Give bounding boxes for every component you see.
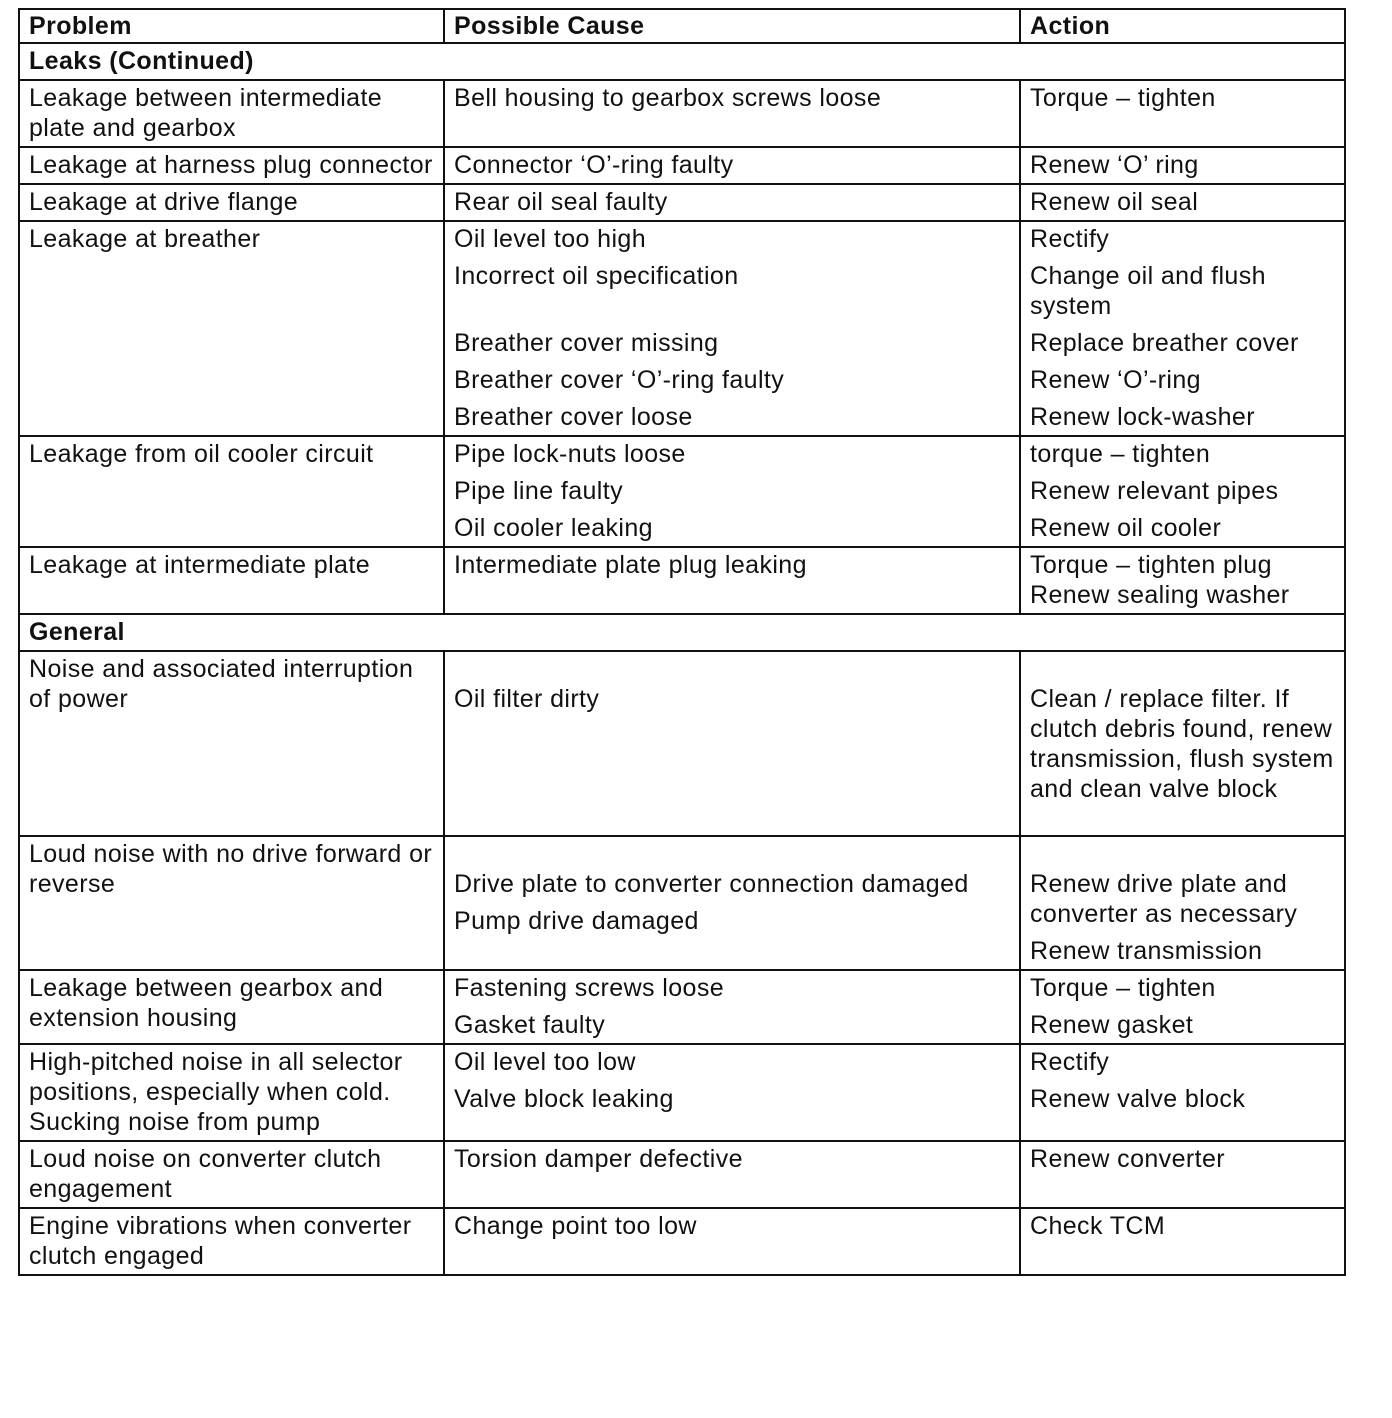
cause-text: Bell housing to gearbox screws loose: [454, 84, 882, 112]
action-cell: [1020, 184, 1345, 221]
action-text: Renew valve block: [1030, 1085, 1246, 1113]
section-title-leaks: Leaks (Continued): [19, 43, 1345, 80]
action-text: torque – tighten: [1030, 440, 1211, 468]
cause-cell: [444, 147, 1020, 184]
cause-text: Change point too low: [454, 1212, 697, 1240]
problem-header: Problem: [19, 9, 444, 43]
action-cell: [1020, 970, 1345, 1044]
table-row: [19, 221, 1345, 436]
action-text: Renew gasket: [1030, 1011, 1194, 1039]
action-text: Renew ‘O’ ring: [1030, 151, 1199, 179]
cause-text: Fastening screws loose: [454, 974, 725, 1002]
action-cell: [1020, 436, 1345, 547]
table-row: [19, 147, 1345, 184]
cause-text: Pump drive damaged: [454, 907, 699, 935]
table-row: [19, 970, 1345, 1044]
cause-text: Rear oil seal faulty: [454, 188, 668, 216]
cause-text: Oil level too low: [454, 1048, 636, 1076]
cause-text: Oil level too high: [454, 225, 647, 253]
cause-cell: [444, 1208, 1020, 1275]
cause-text: Drive plate to converter connection damaged: [454, 870, 969, 898]
action-text: Renew ‘O’-ring: [1030, 366, 1201, 394]
action-text: Clean / replace filter. If clutch debris found, renew transmission, flush system and clean valve block: [1030, 685, 1334, 803]
cause-cell: [444, 651, 1020, 836]
problem-cell: Leakage from oil cooler circuit: [19, 436, 444, 547]
action-text: Torque – tighten plug: [1030, 551, 1272, 579]
cause-text: Breather cover loose: [454, 403, 693, 431]
action-cell: [1020, 1044, 1345, 1141]
section-row: [19, 614, 1345, 651]
table-row: [19, 651, 1345, 836]
action-header: Action: [1020, 9, 1345, 43]
action-text: Torque – tighten: [1030, 974, 1216, 1002]
cause-cell: [444, 1141, 1020, 1208]
cause-header: Possible Cause: [444, 9, 1020, 43]
action-cell: [1020, 147, 1345, 184]
cause-cell: [444, 547, 1020, 614]
table-row: [19, 836, 1345, 970]
table-row: [19, 80, 1345, 147]
table-row: [19, 1141, 1345, 1208]
problem-cell: Engine vibrations when converter clutch engaged: [19, 1208, 444, 1275]
cause-cell: [444, 1044, 1020, 1141]
cause-cell: [444, 836, 1020, 970]
cause-text: Connector ‘O’-ring faulty: [454, 151, 734, 179]
problem-cell: Leakage at drive flange: [19, 184, 444, 221]
problem-cell: Loud noise on converter clutch engagement: [19, 1141, 444, 1208]
action-cell: [1020, 221, 1345, 436]
cause-text: Breather cover missing: [454, 329, 719, 357]
action-text: Replace breather cover: [1030, 329, 1299, 357]
table-row: [19, 436, 1345, 547]
action-text: Rectify: [1030, 1048, 1110, 1076]
table-row: [19, 1044, 1345, 1141]
action-cell: [1020, 547, 1345, 614]
action-cell: [1020, 1208, 1345, 1275]
header-row: [19, 9, 1345, 43]
action-cell: [1020, 651, 1345, 836]
cause-text: Valve block leaking: [454, 1085, 674, 1113]
action-text: Change oil and flush system: [1030, 262, 1266, 320]
problem-cell: Loud noise with no drive forward or reverse: [19, 836, 444, 970]
problem-cell: Leakage between intermediate plate and gearbox: [19, 80, 444, 147]
problem-cell: High-pitched noise in all selector positions, especially when cold. Sucking noise from pump: [19, 1044, 444, 1141]
action-text: Renew lock-washer: [1030, 403, 1255, 431]
cause-cell: [444, 221, 1020, 436]
action-text: Renew transmission: [1030, 937, 1263, 965]
action-text: Rectify: [1030, 225, 1110, 253]
section-row: [19, 43, 1345, 80]
troubleshooting-table: [18, 8, 1346, 1276]
action-cell: [1020, 836, 1345, 970]
problem-cell: Leakage at harness plug connector: [19, 147, 444, 184]
action-text: Check TCM: [1030, 1212, 1166, 1240]
action-text: Renew oil cooler: [1030, 514, 1222, 542]
action-text: Renew relevant pipes: [1030, 477, 1279, 505]
problem-cell: Leakage at breather: [19, 221, 444, 436]
cause-text: Pipe line faulty: [454, 477, 623, 505]
problem-cell: Noise and associated interruption of power: [19, 651, 444, 836]
action-text: Renew drive plate and converter as necessary: [1030, 870, 1298, 928]
cause-cell: [444, 970, 1020, 1044]
cause-text: Breather cover ‘O’-ring faulty: [454, 366, 785, 394]
cause-text: Oil cooler leaking: [454, 514, 653, 542]
cause-text: Incorrect oil specification: [454, 262, 739, 290]
action-text: Renew converter: [1030, 1145, 1225, 1173]
cause-text: Torsion damper defective: [454, 1145, 743, 1173]
cause-text: Oil filter dirty: [454, 685, 600, 713]
problem-cell: Leakage at intermediate plate: [19, 547, 444, 614]
cause-cell: [444, 184, 1020, 221]
action-text: Renew sealing washer: [1030, 581, 1290, 609]
section-title-general: General: [19, 614, 1345, 651]
table-row: [19, 1208, 1345, 1275]
action-text: Renew oil seal: [1030, 188, 1199, 216]
action-text: Torque – tighten: [1030, 84, 1216, 112]
cause-text: Gasket faulty: [454, 1011, 606, 1039]
cause-cell: [444, 80, 1020, 147]
cause-cell: [444, 436, 1020, 547]
problem-cell: Leakage between gearbox and extension housing: [19, 970, 444, 1044]
table-row: [19, 184, 1345, 221]
cause-text: Intermediate plate plug leaking: [454, 551, 807, 579]
cause-text: Pipe lock-nuts loose: [454, 440, 686, 468]
table-row: [19, 547, 1345, 614]
action-cell: [1020, 1141, 1345, 1208]
action-cell: [1020, 80, 1345, 147]
